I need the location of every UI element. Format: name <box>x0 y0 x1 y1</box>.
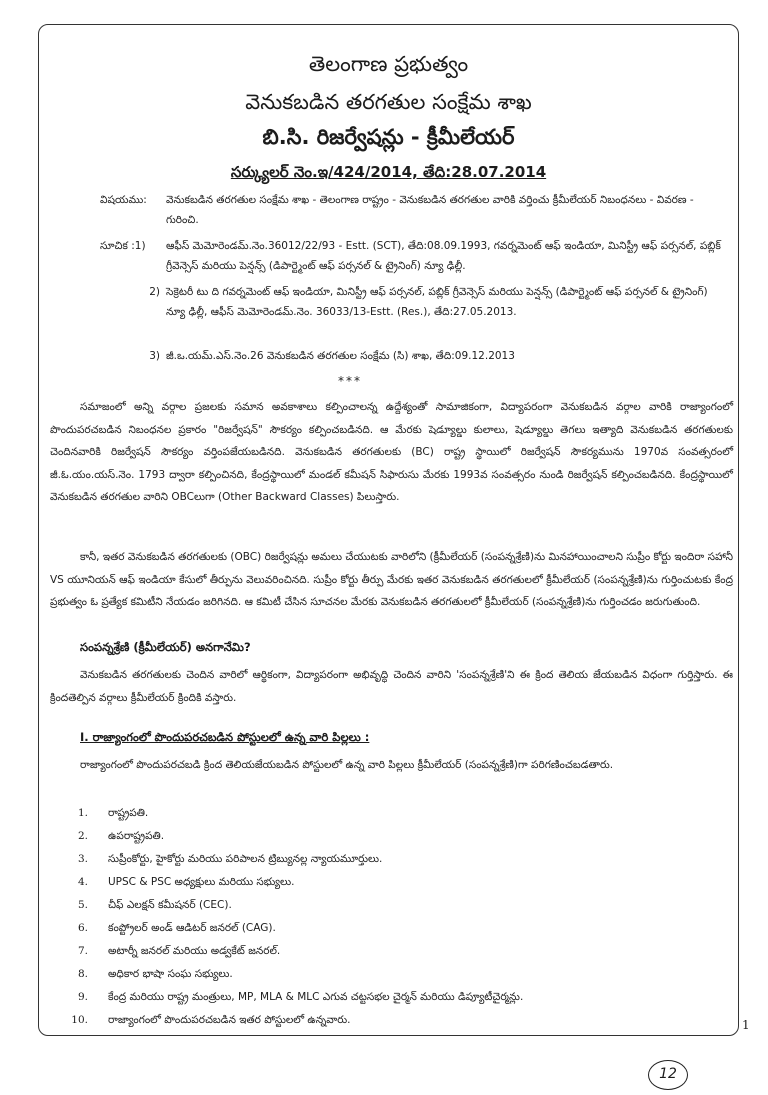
paragraph-reservation: సమాజంలో అన్ని వర్గాల ప్రజలకు సమాన అవకాశాలు కల్పించాలన్న ఉద్దేశ్యంతో సామాజికంగా, విద్యాపరంగా వెనుకబడిన వర్గాల వారికి రాజ్యాంగంలో పొందుపరచబడిన నిబంధనల ప్రకారం "రిజర్వేషన్" సౌకర్యం కల్పించబడినది. ఆ మేరకు షెడ్యూల్డు కులాలు, షెడ్యూల్డు తెగలు ఇత్యాది వెనుకబడిన తరగతులకు చెందినవారికి రిజర్వేషన్ సౌకర్యం వర్తింపజేయబడినది. వెనుకబడిన తరగతులకు (BC) రాష్ట్ర స్థాయిలో రిజర్వేషన్ సౌకర్యమును 1970వ సంవత్సరంలో జీ.ఓ.యం.యస్.నెం. 1793 ద్వారా కల్పించినది, కేంద్రస్థాయిలో మండల్ కమీషన్ సిఫారుసు మేరకు 1993వ సంవత్సరం నుండి రిజర్వేషన్ కల్పించబడినది. కేంద్రస్థాయిలో వెనుకబడిన తరగతుల వారిని OBCలుగా (Other Backward Classes) పిలుస్తారు. <box>50 401 733 503</box>
list-item: 7. అటార్నీ జనరల్ మరియు అడ్వకేట్ జనరల్. <box>77 945 281 957</box>
reference-2: సెక్రెటరీ టు ది గవర్నమెంట్ ఆఫ్ ఇండియా, మినిస్ట్రీ ఆఫ్ పర్సనల్, పబ్లిక్ గ్రీవెన్సెస్ మరియు పెన్షన్స్ (డిపార్ట్మెంట్ ఆఫ్ పర్సనల్ & ట్రైనింగ్) న్యూ ఢిల్లీ, ఆఫీస్ మెమోరెండమ్.నెం. 36033/13-Estt. (Res.), తేది:27.05.2013. <box>166 286 708 318</box>
reference-3: జీ.ఒ.యమ్.ఎస్.నెం.26 వెనుకబడిన తరగతుల సంక్షేమ (సి) శాఖ, తేది:09.12.2013 <box>166 350 515 362</box>
section-1-intro: రాజ్యాంగంలో పొందుపరచబడి క్రింద తెలియజేయబడిన పోస్టులలో ఉన్న వారి పిల్లలు క్రీమీలేయర్ (సంపన్నశ్రేణి)గా పరిగణించబడతారు. <box>80 759 614 771</box>
reference-3-number: 3) <box>149 350 160 362</box>
subject-text: వెనుకబడిన తరగతుల సంక్షేమ శాఖ - తెలంగాణ రాష్ట్రం - వెనుకబడిన తరగతుల వారికి వర్తించు క్రీమీలేయర్ నిబంధనలు - వివరణ - గురించి. <box>166 194 694 226</box>
references-label: సూచిక :1) <box>100 240 146 252</box>
separator: *** <box>338 374 362 388</box>
subject-label: విషయము: <box>100 194 147 206</box>
list-item: 9. కేంద్ర మరియు రాష్ట్ర మంత్రులు, MP, MLA & MLC ఎగువ చట్టసభల చైర్మన్ మరియు డిప్యూటీచైర్మన్లు. <box>77 991 524 1003</box>
list-item: 4. UPSC & PSC అధ్యక్షులు మరియు సభ్యులు. <box>77 876 295 888</box>
list-item: 5. చీఫ్ ఎలక్షన్ కమీషనర్ (CEC). <box>77 899 232 911</box>
list-item: 1. రాష్ట్రపతి. <box>77 807 149 819</box>
handwritten-page-stamp: 12 <box>648 1060 688 1090</box>
list-item: 2. ఉపరాష్ట్రపతి. <box>77 830 165 842</box>
department-title: వెనుకబడిన తరగతుల సంక్షేమ శాఖ <box>245 90 532 114</box>
list-item: 3. సుప్రీంకోర్టు, హైకోర్టు మరియు పరిపాలన ట్రిబ్యునల్ల న్యాయమూర్తులు. <box>77 853 383 865</box>
paragraph-supreme-court: కానీ, ఇతర వెనుకబడిన తరగతులకు (OBC) రిజర్వేషన్లు అమలు చేయుటకు వారిలోని (క్రీమీలేయర్ (సంపన్నశ్రేణి)ను మినహాయించాలని సుప్రీం కోర్టు ఇందిరా సహానీ VS యూనియన్ ఆఫ్ ఇండియా కేసులో తీర్పును వెలువరించినది. సుప్రీం కోర్టు తీర్పు మేరకు ఇతర వెనుకబడిన తరగతులలో క్రీమీలేయర్ (సంపన్నశ్రేణి)ను గుర్తించుటకు కేంద్ర ప్రభుత్వం ఓ ప్రత్యేక కమిటీని నేయడం జరిగినది. ఆ కమిటీ చేసిన సూచనల మేరకు వెనుకబడిన తరగతులలో క్రీమీలేయర్ (సంపన్నశ్రేణి)ను గుర్తించడం జరుగుతుంది. <box>50 551 733 608</box>
list-item: 6. కంప్ట్రోలర్ అండ్ ఆడిటర్ జనరల్ (CAG). <box>77 922 276 934</box>
government-title: తెలంగాణ ప్రభుత్వం <box>308 52 469 76</box>
document-title: బి.సి. రిజర్వేషన్లు - క్రీమీలేయర్ <box>262 125 515 149</box>
reference-1: ఆఫీస్ మెమోరెండమ్.నెం.36012/22/93 - Estt. (SCT), తేది:08.09.1993, గవర్నమెంట్ ఆఫ్ ఇండియా, మినిస్ట్రీ ఆఫ్ పర్సనల్, పబ్లిక్ గ్రీవెన్సెస్ మరియు పెన్షన్స్ (డిపార్ట్మెంట్ ఆఫ్ పర్సనల్ & ట్రైనింగ్) న్యూ ఢిల్లీ. <box>166 240 721 272</box>
section-1-heading: I. రాజ్యాంగంలో పొందుపరచబడిన పోస్టులలో ఉన్న వారి పిల్లలు : <box>80 730 370 744</box>
question-heading: సంపన్నశ్రేణి (క్రీమీలేయర్) అనగానేమి? <box>80 640 251 654</box>
question-answer: వెనుకబడిన తరగతులకు చెందిన వారిలో ఆర్థికంగా, విద్యాపరంగా అభివృద్ధి చెందిన వారిని 'సంపన్నశ్రేణి'ని ఈ క్రింద తెలియ జేయబడిన విధంగా గుర్తిస్తారు. ఈ క్రిందతెల్పిన వర్గాలు క్రీమీలేయర్ క్రిందికి వస్తారు. <box>50 669 733 704</box>
reference-2-number: 2) <box>149 286 160 298</box>
page-number: 1 <box>742 1018 750 1032</box>
list-item: 10. రాజ్యాంగంలో పొందుపరచబడిన ఇతర పోస్టులలో ఉన్నవారు. <box>71 1014 351 1026</box>
circular-number: సర్క్యులర్ నెం.ఇ/424/2014, తేది:28.07.2014 <box>230 163 547 181</box>
list-item: 8. అధికార భాషా సంఘ సభ్యులు. <box>77 968 233 980</box>
